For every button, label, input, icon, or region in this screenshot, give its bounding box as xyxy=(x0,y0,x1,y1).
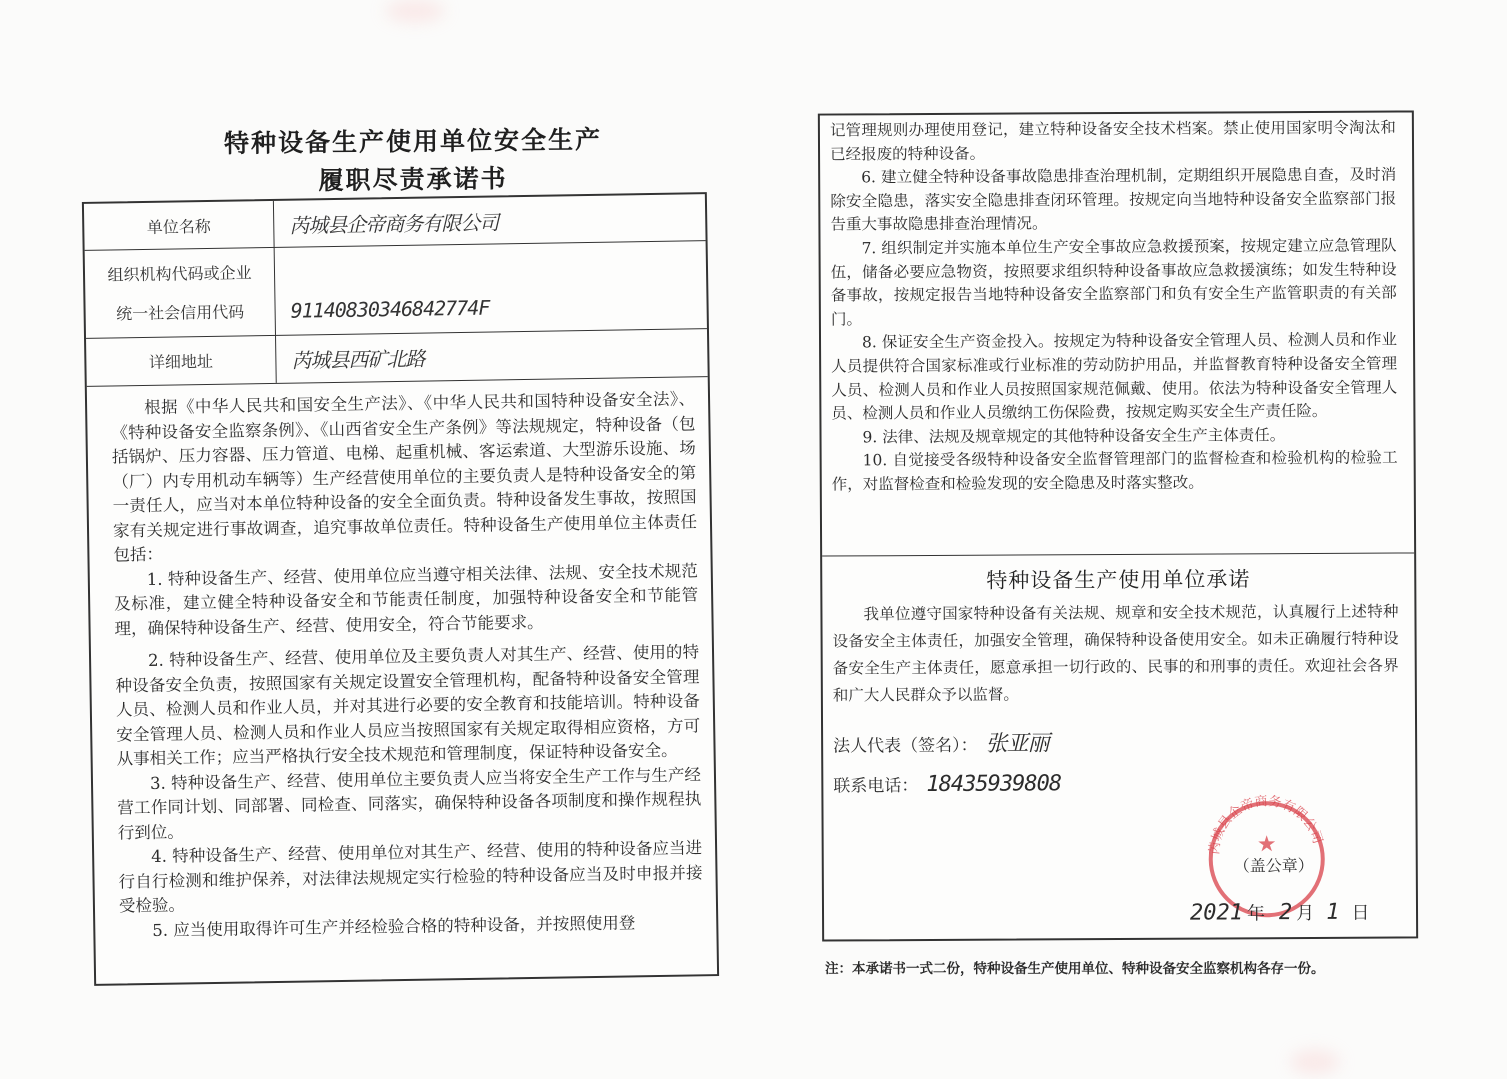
org-code-value: 91140830346842774F xyxy=(290,295,490,323)
legal-rep-label: 法人代表（签名）： xyxy=(833,735,978,757)
document-title-line1: 特种设备生产使用单位安全生产 xyxy=(223,125,603,158)
clause-8: 8. 保证安全生产资金投入。按规定为特种设备安全管理人员、检测人员和作业人员提供符合国家标准或行业标准的劳动防护用品，并监督教育特种设备安全管理人员、检测人员和作业人员按照国家规范佩戴、使用。依法为特种设备安全管理人员、检测人员和作业人员缴纳工伤保险费，按规定购买安全生产责任险。 xyxy=(831,330,1398,423)
clause-5-continued: 记管理规则办理使用登记，建立特种设备安全技术档案。禁止使用国家明令淘汰和已经报废的特种设备。 xyxy=(829,118,1396,164)
clause-5-start: 5. 应当使用取得许可生产并经检验合格的特种设备，并按照使用登 xyxy=(152,912,636,940)
phone-label: 联系电话： xyxy=(833,776,919,797)
org-code-row xyxy=(85,240,707,339)
unit-info-table xyxy=(84,194,708,387)
responsibility-text xyxy=(111,387,704,943)
address-value: 芮城县西矿北路 xyxy=(291,346,425,373)
seal-label: （盖公章） xyxy=(1233,855,1314,876)
right-page xyxy=(800,0,1440,1079)
phone-value: 18435939808 xyxy=(926,771,1062,798)
unit-name-label: 单位名称 xyxy=(84,201,275,250)
pledge-text xyxy=(832,599,1399,710)
pledge-paragraph: 我单位遵守国家特种设备有关法规、规章和安全技术规范，认真履行上述特种设备安全主体责任，加强安全管理，确保特种设备使用安全。如未正确履行特种设备安全生产主体责任，愿意承担一切行政的、民事的和刑事的责任。欢迎社会各界和广大人民群众予以监督。 xyxy=(832,602,1399,705)
svg-text:★: ★ xyxy=(1256,832,1277,858)
legal-rep-signature: 张亚丽 xyxy=(985,731,1049,757)
clause-4: 4. 特种设备生产、经营、使用单位对其生产、经营、使用的特种设备应当进行自行检测和维护保养，对法律法规规定实行检验的特种设备应当及时申报并接受检验。 xyxy=(118,838,703,916)
address-row xyxy=(86,328,708,387)
org-code-label xyxy=(85,247,276,338)
pledge-title: 特种设备生产使用单位承诺 xyxy=(986,567,1251,593)
date-year: 2021 xyxy=(1189,900,1244,926)
date-row xyxy=(1190,899,1370,926)
intro-paragraph: 根据《中华人民共和国安全生产法》、《中华人民共和国特种设备安全法》、《特种设备安全监察条例》、《山西省安全生产条例》等法规规定，特种设备（包括锅炉、压力容器、压力管道、电梯、起重机械、客运索道、大型游乐设施、场（厂）内专用机动车辆等）生产经营使用单位的主要负责人是特种设备安全的第一责任人，应当对本单位特种设备的安全全面负责。特种设备发生事故，按照国家有关规定进行事故调查，追究事故单位责任。特种设备生产使用单位主体责任包括： xyxy=(111,389,698,565)
org-code-label-line1: 组织机构代码或企业 xyxy=(107,263,252,285)
responsibility-text-continued xyxy=(830,117,1398,497)
clause-7: 7. 组织制定并实施本单位生产安全事故应急救援预案，按规定建立应急管理队伍，储备必要应急物资，按照要求组织特种设备事故应急救援演练；如发生特种设备事故，按规定报告当地特种设备安全监察部门和负有安全生产监管职责的有关部门。 xyxy=(830,236,1397,329)
seal-ring-text: 芮城县企帝商务有限公司 xyxy=(1207,794,1325,856)
date-year-unit: 年 xyxy=(1246,903,1266,925)
clause-9: 9. 法律、法规及规章规定的其他特种设备安全生产主体责任。 xyxy=(862,425,1286,447)
section-divider xyxy=(822,552,1414,556)
legal-rep-row xyxy=(833,726,1049,758)
left-form-box xyxy=(82,192,719,986)
document-title-line2: 履职尽责承诺书 xyxy=(318,164,508,195)
address-label: 详细地址 xyxy=(86,335,277,386)
footnote: 注：本承诺书一式二份，特种设备生产使用单位、特种设备安全监察机构各存一份。 xyxy=(825,961,1325,977)
date-day: 1 xyxy=(1326,899,1340,925)
left-page xyxy=(88,0,728,1079)
date-month-unit: 月 xyxy=(1296,902,1315,925)
right-form-box xyxy=(818,110,1418,941)
clause-10: 10. 自觉接受各级特种设备安全监督管理部门的监督检查和检验机构的检验工作，对监督检查和检验发现的安全隐患及时落实整改。 xyxy=(831,448,1398,494)
org-code-label-line2: 统一社会信用代码 xyxy=(115,302,245,324)
clause-1: 1. 特种设备生产、经营、使用单位应当遵守相关法律、法规、安全技术规范及标准，建立健全特种设备安全和节能责任制度，加强特种设备安全和节能管理，确保特种设备生产、经营、使用安全，符合节能要求。 xyxy=(114,560,699,638)
date-month: 2 xyxy=(1278,900,1293,926)
clause-6: 6. 建立健全特种设备事故隐患排查治理机制，定期组织开展隐患自查，及时消除安全隐患，落实安全隐患排查闭环管理。按规定向当地特种设备安全监察部门报告重大事故隐患排查治理情况。 xyxy=(830,165,1397,234)
clause-3: 3. 特种设备生产、经营、使用单位主要负责人应当将安全生产工作与生产经营工作同计划、同部署、同检查、同落实，确保特种设备各项制度和操作规程执行到位。 xyxy=(117,764,702,842)
clause-2: 2. 特种设备生产、经营、使用单位及主要负责人对其生产、经营、使用的特种设备安全负责，按照国家有关规定设置安全管理机构，配备特种设备安全管理人员、检测人员和作业人员，并对其进行必要的安全教育和技能培训。特种设备安全管理人员、检测人员和作业人员应当按照国家有关规定取得相应资格，方可从事相关工作；应当严格执行安全技术规范和管理制度，保证特种设备安全。 xyxy=(115,642,701,769)
phone-row xyxy=(833,770,1061,797)
date-day-unit: 日 xyxy=(1351,902,1370,924)
unit-name-value: 芮城县企帝商务有限公司 xyxy=(289,209,499,238)
